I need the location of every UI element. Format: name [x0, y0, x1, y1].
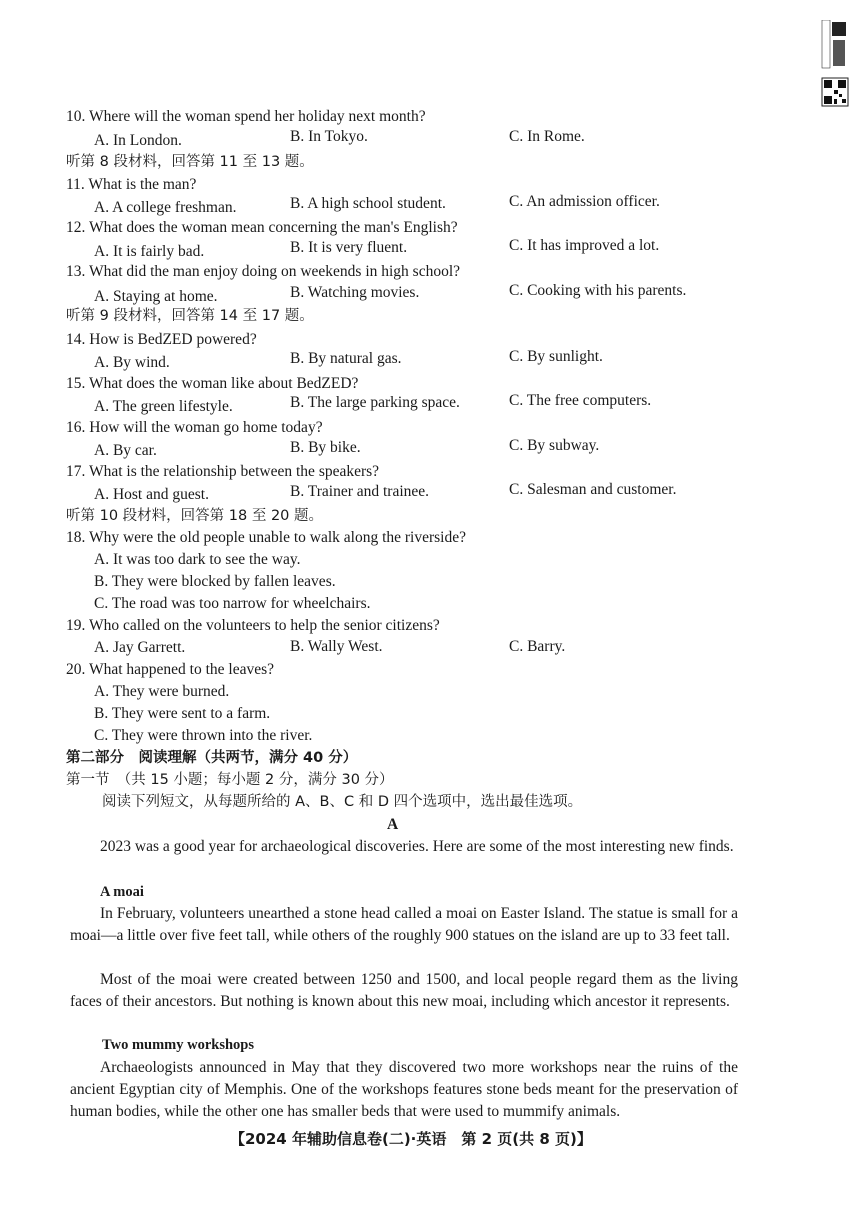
- q20-option-b: B. They were sent to a farm.: [94, 705, 271, 722]
- q11-option-b: B. A high school student.: [290, 195, 446, 212]
- q20-option-c: C. They were thrown into the river.: [94, 727, 313, 744]
- question-14: 14. How is BedZED powered?: [66, 331, 257, 348]
- q12-option-a: A. It is fairly bad.: [94, 243, 205, 260]
- q12-option-b: B. It is very fluent.: [290, 239, 408, 256]
- question-18: 18. Why were the old people unable to walk along the riverside?: [66, 529, 467, 546]
- q10-option-a: A. In London.: [94, 132, 182, 149]
- paragraph-moai-1: [70, 903, 738, 947]
- qr-code-icon: [820, 20, 850, 108]
- heading-moai: A moai: [100, 884, 144, 900]
- q15-option-c: C. The free computers.: [509, 392, 652, 409]
- question-20: 20. What happened to the leaves?: [66, 661, 275, 678]
- q18-option-c: C. The road was too narrow for wheelchairs.: [94, 595, 371, 612]
- q19-option-a: A. Jay Garrett.: [94, 639, 186, 656]
- passage-intro-text: 2023 was a good year for archaeological discoveries. Here are some of the most interesting new finds.: [100, 838, 734, 855]
- paragraph-mummy-text: Archaeologists announced in May that they discovered two more workshops near the ruins of the ancient Egyptian city of Memphis. One of the workshops features stone beds meant for the preservation of human bodies, while the other one has smaller beds that were used to mummify animals.: [70, 1059, 738, 1120]
- q20-option-a: A. They were burned.: [94, 683, 230, 700]
- paragraph-moai-1-text: In February, volunteers unearthed a stone head called a moai on Easter Island. The statue is small for a moai—a little over five feet tall, while others of the roughly 900 statues on the island are up to 33 feet tall.: [70, 905, 738, 944]
- question-16: 16. How will the woman go home today?: [66, 419, 323, 436]
- q13-option-b: B. Watching movies.: [290, 284, 420, 301]
- paragraph-moai-2-text: Most of the moai were created between 1250 and 1500, and local people regard them as the living faces of their ancestors. But nothing is known about this new moai, including which ancestor it represents.: [70, 971, 738, 1010]
- passage-letter: A: [387, 816, 399, 833]
- q10-option-c: C. In Rome.: [509, 128, 585, 145]
- q19-option-b: B. Wally West.: [290, 638, 383, 655]
- question-13: 13. What did the man enjoy doing on weekends in high school?: [66, 263, 461, 280]
- q12-option-c: C. It has improved a lot.: [509, 237, 660, 254]
- question-12: 12. What does the woman mean concerning the man's English?: [66, 219, 458, 236]
- page-footer: 【2024 年辅助信息卷(二)·英语 第 2 页(共 8 页)】: [230, 1130, 592, 1148]
- question-10: 10. Where will the woman spend her holiday next month?: [66, 108, 426, 125]
- section-9-heading: 听第 9 段材料，回答第 14 至 17 题。: [66, 308, 314, 324]
- question-17: 17. What is the relationship between the speakers?: [66, 463, 380, 480]
- q13-option-a: A. Staying at home.: [94, 288, 218, 305]
- q14-option-a: A. By wind.: [94, 354, 170, 371]
- q19-option-c: C. Barry.: [509, 638, 566, 655]
- q15-option-b: B. The large parking space.: [290, 394, 460, 411]
- q14-option-b: B. By natural gas.: [290, 350, 402, 367]
- section-8-heading: 听第 8 段材料，回答第 11 至 13 题。: [66, 154, 314, 170]
- section-10-heading: 听第 10 段材料，回答第 18 至 20 题。: [66, 508, 324, 524]
- question-15: 15. What does the woman like about BedZED?: [66, 375, 359, 392]
- q17-option-a: A. Host and guest.: [94, 486, 209, 503]
- part-2-title: 第二部分 阅读理解（共两节，满分 40 分）: [66, 750, 358, 766]
- q10-option-b: B. In Tokyo.: [290, 128, 368, 145]
- q15-option-a: A. The green lifestyle.: [94, 398, 233, 415]
- q18-option-a: A. It was too dark to see the way.: [94, 551, 301, 568]
- q16-option-b: B. By bike.: [290, 439, 361, 456]
- question-19: 19. Who called on the volunteers to help the senior citizens?: [66, 617, 440, 634]
- paragraph-mummy: [70, 1057, 738, 1123]
- part-2-instructions: 阅读下列短文，从每题所给的 A、B、C 和 D 四个选项中，选出最佳选项。: [102, 794, 583, 810]
- q18-option-b: B. They were blocked by fallen leaves.: [94, 573, 336, 590]
- paragraph-moai-2: [70, 969, 738, 1013]
- q14-option-c: C. By sunlight.: [509, 348, 603, 365]
- q17-option-b: B. Trainer and trainee.: [290, 483, 430, 500]
- q11-option-c: C. An admission officer.: [509, 193, 660, 210]
- q11-option-a: A. A college freshman.: [94, 199, 237, 216]
- heading-mummy-workshops: Two mummy workshops: [102, 1037, 255, 1053]
- question-11: 11. What is the man?: [66, 176, 197, 193]
- q13-option-c: C. Cooking with his parents.: [509, 282, 687, 299]
- q17-option-c: C. Salesman and customer.: [509, 481, 677, 498]
- q16-option-c: C. By subway.: [509, 437, 600, 454]
- q16-option-a: A. By car.: [94, 442, 157, 459]
- passage-intro: [70, 836, 738, 858]
- part-2-section-1: 第一节 （共 15 小题；每小题 2 分，满分 30 分）: [66, 772, 394, 788]
